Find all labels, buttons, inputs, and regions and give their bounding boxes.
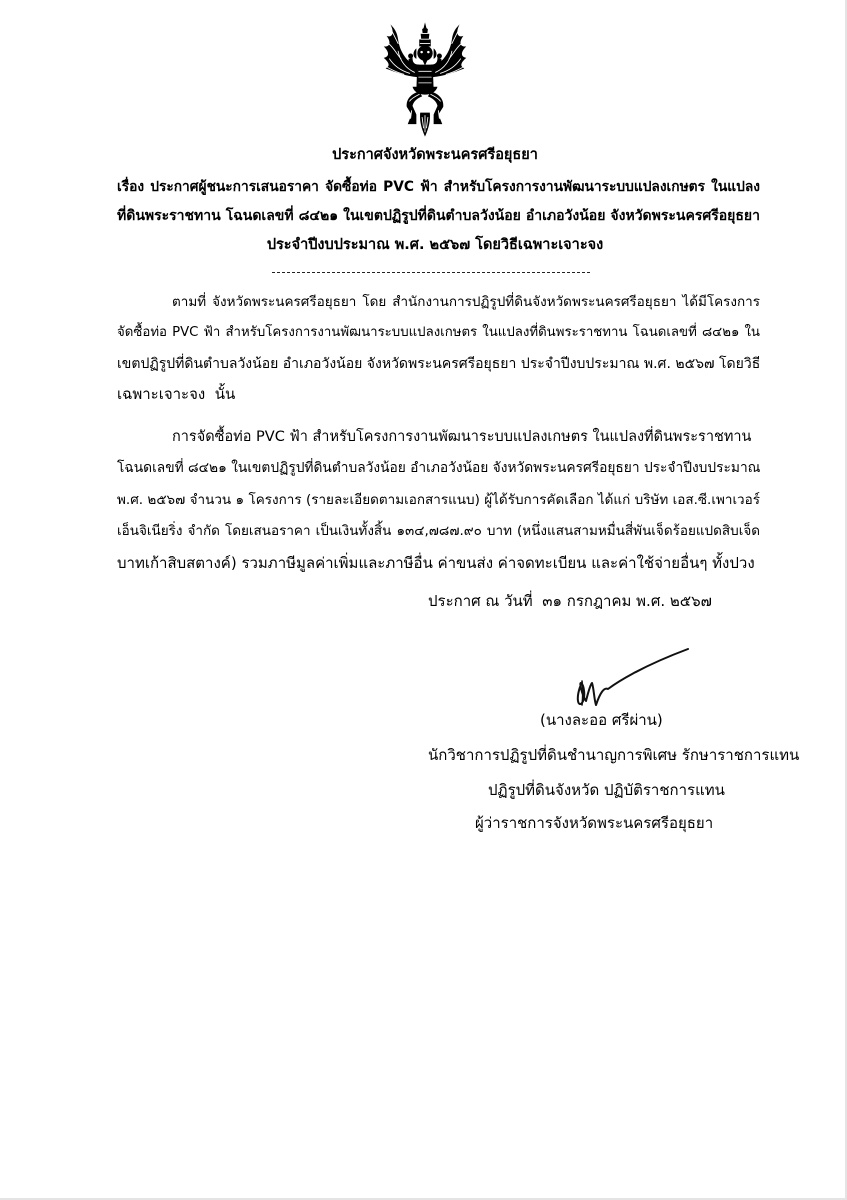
paragraph-1-line: เขตปฏิรูปที่ดินตำบลวังน้อย อำเภอวังน้อย จังหวัดพระนครศรีอยุธยา ประจำปีงบประมาณ พ.ศ. ๒๕๖๗ โดยวิธี [117,356,761,372]
paragraph-2-line: บาทเก้าสิบสตางค์) รวมภาษีมูลค่าเพิ่มและภาษีอื่น ค่าขนส่ง ค่าจดทะเบียน และค่าใช้จ่ายอื่นๆ ทั้งปวง [117,554,755,572]
paragraph-2-line: เอ็นจิเนียริ่ง จำกัด โดยเสนอราคา เป็นเงินทั้งสิ้น ๑๓๔,๗๘๗.๙๐ บาท (หนึ่งแสนสามหมื่นสี่พันเจ็ดร้อยแปดสิบเจ็ด [117,523,760,539]
paragraph-2-line: โฉนดเลขที่ ๘๔๒๑ ในเขตปฏิรูปที่ดินตำบลวังน้อย อำเภอวังน้อย จังหวัดพระนครศรีอยุธยา ประจำปีงบประมาณ [117,460,761,476]
signatory-name: (นางละออ ศรีผ่าน) [540,711,663,729]
announcement-title: ประกาศจังหวัดพระนครศรีอยุธยา [332,147,538,163]
header-divider [272,272,590,273]
paragraph-2-line: พ.ศ. ๒๕๖๗ จำนวน ๑ โครงการ (รายละเอียดตามเอกสารแนบ) ผู้ได้รับการคัดเลือก ได้แก่ บริษัท เอส.ซี.เพาเวอร์ [117,492,760,508]
garuda-right-half [428,24,466,124]
signatory-position: ปฏิรูปที่ดินจังหวัด ปฏิบัติราชการแทน [488,781,725,799]
subject-line: ที่ดินพระราชทาน โฉนดเลขที่ ๘๔๒๑ ในเขตปฏิรูปที่ดินตำบลวังน้อย อำเภอวังน้อย จังหวัดพระนครศรีอยุธยา [117,208,760,224]
handwritten-signature-icon [570,643,695,713]
paragraph-1-line: เฉพาะเจาะจง นั้น [117,385,236,403]
garuda-emblem-icon [377,22,473,138]
announcement-date: ประกาศ ณ วันที่ ๓๑ กรกฎาคม พ.ศ. ๒๕๖๗ [428,592,712,610]
garuda-left-half [384,24,422,124]
paragraph-1-line: จัดซื้อท่อ PVC ฟ้า สำหรับโครงการงานพัฒนาระบบแปลงเกษตร ในแปลงที่ดินพระราชทาน โฉนดเลขที่ ๘๔๒๑ ใน [117,325,760,340]
signatory-position: ผู้ว่าราชการจังหวัดพระนครศรีอยุธยา [475,814,714,832]
subject-line: เรื่อง ประกาศผู้ชนะการเสนอราคา จัดซื้อท่อ PVC ฟ้า สำหรับโครงการงานพัฒนาระบบแปลงเกษตร ในแปลง [117,179,760,195]
signatory-position: นักวิชาการปฏิรูปที่ดินชำนาญการพิเศษ รักษาราชการแทน [428,746,800,764]
subject-line: ประจำปีงบประมาณ พ.ศ. ๒๕๖๗ โดยวิธีเฉพาะเจาะจง [266,237,604,253]
paragraph-2-line: การจัดซื้อท่อ PVC ฟ้า สำหรับโครงการงานพัฒนาระบบแปลงเกษตร ในแปลงที่ดินพระราชทาน [172,429,752,445]
paragraph-1-line: ตามที่ จังหวัดพระนครศรีอยุธยา โดย สำนักงานการปฏิรูปที่ดินจังหวัดพระนครศรีอยุธยา ได้มีโครงการ [172,294,760,310]
